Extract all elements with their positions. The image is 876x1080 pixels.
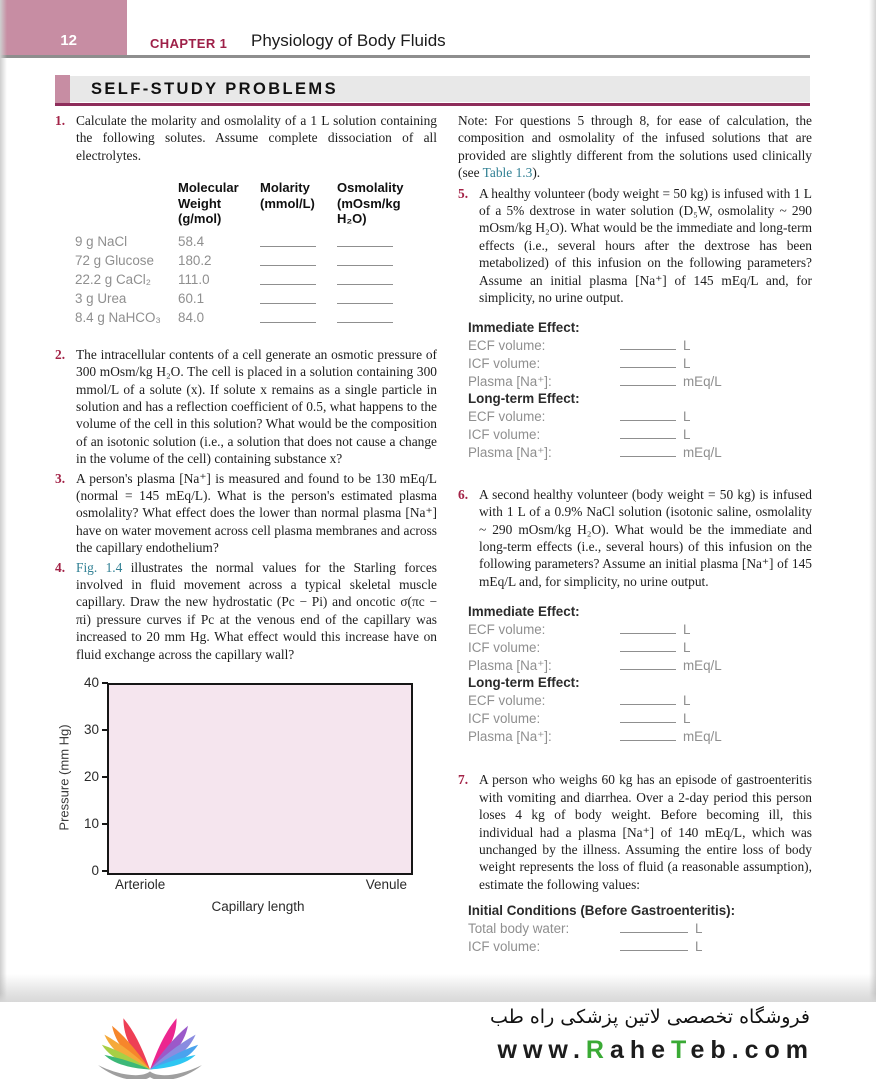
problem-4: [55, 559, 437, 663]
effects-form-q6: [468, 604, 812, 745]
problem-1-number: 1.: [55, 113, 66, 128]
problem-2-number: 2.: [55, 346, 66, 362]
answer-blank: [620, 337, 676, 350]
table-row-solute: 72 g Glucose: [75, 252, 154, 268]
problem-6: [458, 486, 812, 590]
table-row-solute: 22.2 g CaCl₂: [75, 271, 151, 287]
chapter-title: Physiology of Body Fluids: [251, 31, 446, 50]
table-row-mw: 60.1: [178, 290, 205, 306]
solute-table: [75, 180, 437, 328]
problem-5-text: A healthy volunteer (body weight = 50 kg) is infused with 1 L of a 5% dextrose in water solution (D₅W, osmolality ~ 290 mOsm/kg H₂O). What would be the immediate and long-term effects (i.e., several hours after the dextrose has been metabolized) of this infusion on the following parameters? Assume an initial plasma [Na⁺] of 145 mEq/L and, for simplicity, no urine output.: [479, 185, 812, 306]
problem-2: [55, 346, 437, 468]
longterm-effect-heading: Long-term Effect:: [468, 391, 580, 407]
form-row: ECF volume: L: [468, 338, 691, 354]
table-row-mw: 180.2: [178, 252, 212, 268]
store-name-persian: فروشگاه تخصصی لاتین پزشکی راه طب: [490, 1006, 810, 1028]
osmolality-answer-blank: [337, 252, 423, 271]
osmolality-answer-blank: [337, 271, 423, 290]
answer-blank: [620, 373, 676, 386]
form-row: ICF volume: L: [468, 710, 691, 726]
section-underline: [55, 103, 810, 106]
answer-blank: [620, 920, 688, 933]
table-row-solute: 3 g Urea: [75, 290, 127, 306]
form-row: Total body water: L: [468, 921, 703, 937]
starling-forces-chart: [55, 675, 437, 915]
problem-4-number: 4.: [55, 559, 66, 575]
answer-blank: [620, 710, 676, 723]
page-number: 12: [60, 32, 77, 49]
form-row: ICF volume: L: [468, 426, 691, 442]
form-row: ECF volume: L: [468, 622, 691, 638]
immediate-effect-heading: Immediate Effect:: [468, 320, 580, 336]
problem-6-number: 6.: [458, 486, 469, 502]
table-row-solute: 8.4 g NaHCO₃: [75, 309, 161, 325]
molarity-answer-blank: [260, 233, 337, 252]
left-column: [55, 112, 437, 915]
y-tick-30: 30: [83, 722, 99, 738]
molarity-answer-blank: [260, 252, 337, 271]
table-row-solute: 9 g NaCl: [75, 233, 128, 249]
section-accent-bar: [55, 75, 70, 103]
figure-1-4-link[interactable]: Fig. 1.4: [76, 559, 123, 575]
problem-5: [458, 185, 812, 307]
form-row: Plasma [Na⁺]: mEq/L: [468, 728, 722, 744]
x-label-arteriole: Arteriole: [115, 877, 166, 893]
x-axis-title: Capillary length: [211, 899, 305, 915]
longterm-effect-heading: Long-term Effect:: [468, 674, 580, 690]
problem-3: [55, 470, 437, 557]
molarity-answer-blank: [260, 309, 337, 328]
x-label-venule: Venule: [365, 877, 407, 893]
immediate-effect-heading: Immediate Effect:: [468, 604, 580, 620]
section-title: SELF-STUDY PROBLEMS: [91, 80, 338, 98]
answer-blank: [620, 408, 676, 421]
osmolality-answer-blank: [337, 309, 423, 328]
problem-7: [458, 771, 812, 893]
problem-3-number: 3.: [55, 470, 66, 486]
open-book-logo-svg: [86, 1003, 214, 1079]
answer-blank: [620, 657, 676, 670]
note-text-end: ).: [532, 165, 541, 181]
osmolality-answer-blank: [337, 233, 423, 252]
answer-blank: [620, 355, 676, 368]
open-book-logo: [86, 1003, 214, 1080]
answer-blank: [620, 621, 676, 634]
initial-conditions-heading: Initial Conditions (Before Gastroenteritis):: [468, 903, 736, 919]
chart-plot-area: [107, 683, 413, 875]
problem-1-text: Calculate the molarity and osmolality of a 1 L solution containing the following solutes. Assume complete dissociation of all electrolytes.: [76, 113, 437, 163]
form-row: Plasma [Na⁺]: mEq/L: [468, 657, 722, 673]
effects-form-q5: [468, 320, 812, 461]
form-row: ECF volume: L: [468, 409, 691, 424]
table-1-3-link[interactable]: Table 1.3: [482, 165, 533, 181]
answer-blank: [620, 728, 676, 741]
form-row: ECF volume: L: [468, 692, 691, 708]
initial-conditions-form: [468, 903, 812, 956]
problem-3-text: A person's plasma [Na⁺] is measured and found to be 130 mEq/L (normal = 145 mEq/L). What is the person's estimated plasma osmolality? What effect does the lower than normal plasma [Na⁺] have on water movement across cell plasma membranes and across the capillary endothelium?: [76, 470, 437, 556]
header-rule: [0, 55, 810, 58]
answer-blank: [620, 426, 676, 439]
problem-5-number: 5.: [458, 185, 469, 201]
problem-7-number: 7.: [458, 772, 469, 788]
page-edge-left: [0, 0, 7, 1002]
y-tick-20: 20: [83, 769, 99, 785]
right-column: [458, 112, 812, 956]
answer-blank: [620, 444, 676, 457]
answer-blank: [620, 938, 688, 951]
problem-6-text: A second healthy volunteer (body weight = 50 kg) is infused with 1 L of a 0.9% NaCl solution (isotonic saline, osmolality ~ 290 mOsm/kg H₂O). What would be the immediate and long-term effects (i.e., several hours) of this infusion on the following parameters? Assume an initial plasma [Na⁺] of 145 mEq/L and, for simplicity, no urine output.: [479, 486, 812, 589]
y-tick-10: 10: [83, 816, 99, 832]
answer-blank: [620, 692, 676, 705]
chapter-label: CHAPTER 1: [150, 36, 228, 51]
table-corner-empty: [75, 180, 178, 233]
problem-1: [55, 112, 437, 164]
note-paragraph: [458, 112, 812, 182]
page-number-block: [0, 0, 127, 55]
answer-blank: [620, 639, 676, 652]
molarity-answer-blank: [260, 290, 337, 309]
problem-4-text: illustrates the normal values for the Starling forces involved in fluid movement across a typical skeletal muscle capillary. Draw the new hydrostatic (Pc − Pi) and oncotic σ(πc − πi) pressure curves if Pc at the venous end of the capillary was increased to 20 mm Hg. What effect would this increase have on fluid exchange across the capillary wall?: [76, 559, 437, 662]
molarity-answer-blank: [260, 271, 337, 290]
col-header-molarity: Molarity (mmol/L): [260, 180, 315, 211]
footer: [0, 1002, 876, 1080]
table-row-mw: 84.0: [178, 309, 205, 325]
problem-2-text: The intracellular contents of a cell generate an osmotic pressure of 300 mOsm/kg H₂O. The cell is placed in a solution containing 300 mmol/L of a solute (x). If solute x remains as a single particle in solution and has a reflection coefficient of 0.5, what happens to the volume of the cell in this solution? What would be the composition of an isotonic solution (i.e., a solution that does not cause a change in the volume of the cell) containing substance x?: [76, 346, 437, 467]
osmolality-answer-blank: [337, 290, 423, 309]
form-row: Plasma [Na⁺]: mEq/L: [468, 444, 722, 460]
form-row: ICF volume: L: [468, 639, 691, 655]
note-text: Note: For questions 5 through 8, for ease of calculation, the composition and osmolality of the infused solutions that are provided are slightly different from the solutions used clinically (see: [458, 113, 812, 181]
page-bottom-shadow: [0, 974, 876, 1002]
y-tick-0: 0: [91, 863, 99, 879]
table-row-mw: 111.0: [178, 271, 210, 287]
site-url[interactable]: www.RaheTeb.com: [497, 1036, 814, 1064]
form-row: ICF volume: L: [468, 356, 691, 372]
page-edge-right: [869, 0, 876, 1002]
table-row-mw: 58.4: [178, 233, 205, 249]
form-row: ICF volume: L: [468, 939, 703, 955]
y-tick-40: 40: [83, 675, 99, 691]
col-header-molecular-weight: Molecular Weight (g/mol): [178, 180, 239, 227]
col-header-osmolality: Osmolality (mOsm/kg H₂O): [337, 180, 404, 227]
form-row: Plasma [Na⁺]: mEq/L: [468, 374, 722, 390]
y-axis-title: Pressure (mm Hg): [56, 724, 72, 831]
problem-7-text: A person who weighs 60 kg has an episode of gastroenteritis with vomiting and diarrhea. Over a 2-day period this person loses 4 kg of body weight. Before becoming ill, this individual had a plasma [Na⁺] of 140 mEq/L, which was unchanged by the illness. Assuming the entire loss of body weight represents the loss of fluid (a reasonable assumption), estimate the following values:: [479, 772, 812, 892]
